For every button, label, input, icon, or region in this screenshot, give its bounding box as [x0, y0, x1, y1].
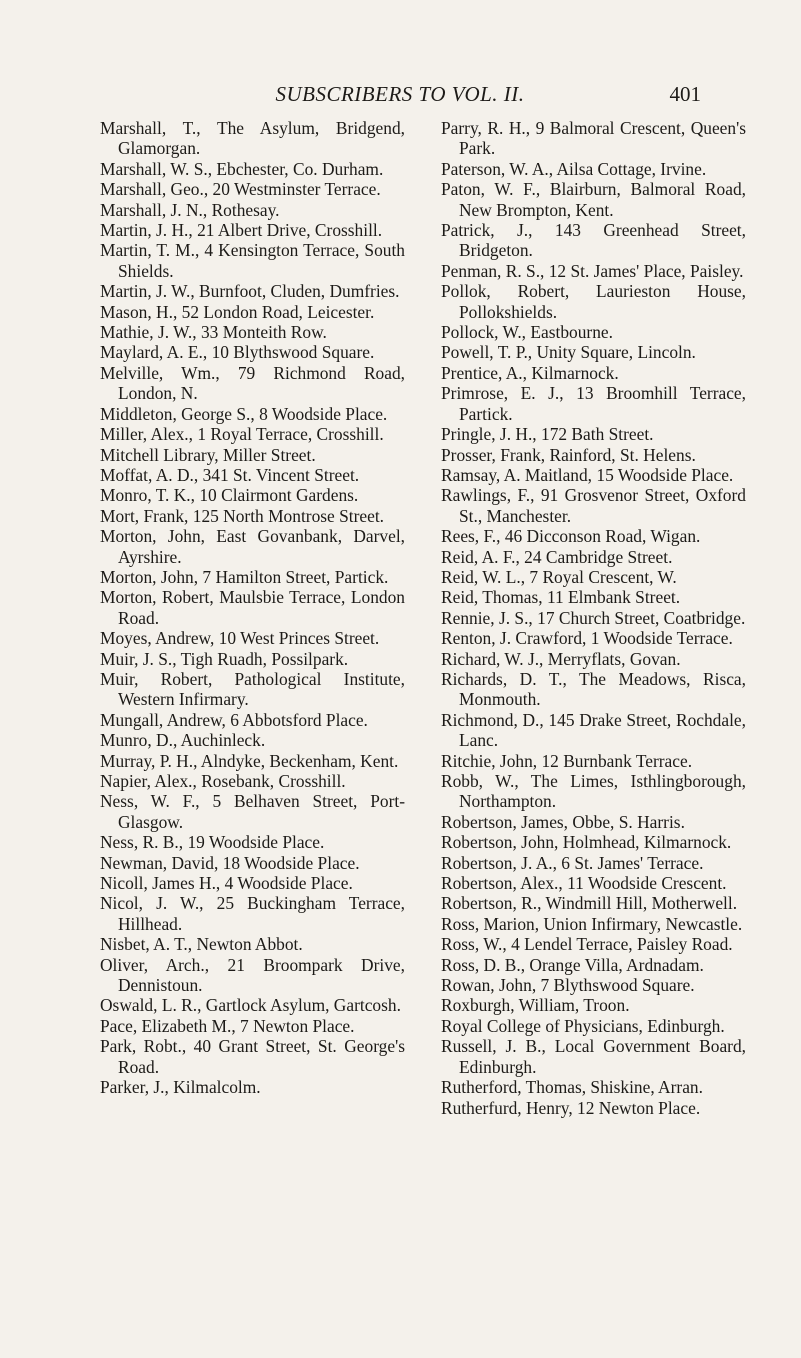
subscriber-entry: Rees, F., 46 Dicconson Road, Wigan. [441, 526, 701, 547]
subscriber-entry: Nisbet, A. T., Newton Abbot. [100, 934, 303, 955]
subscriber-entry: Ross, Marion, Union Infirmary, Newcastle. [441, 913, 743, 934]
subscriber-entry: Morton, John, 7 Hamilton Street, Partick. [100, 566, 389, 587]
subscriber-entry: Robertson, John, Holmhead, Kilmarnock. [441, 832, 732, 853]
subscriber-entry: Morton, John, East Govanbank, Darvel, Ayrshire. [100, 526, 405, 567]
subscriber-entry: Murray, P. H., Alndyke, Beckenham, Kent. [100, 750, 399, 771]
subscriber-entry: Moyes, Andrew, 10 West Princes Street. [100, 628, 380, 649]
subscriber-entry: Russell, J. B., Local Government Board, Edinburgh. [441, 1036, 746, 1077]
subscriber-entry: Rutherfurd, Henry, 12 Newton Place. [441, 1097, 701, 1118]
subscriber-entry: Pace, Elizabeth M., 7 Newton Place. [100, 1015, 355, 1036]
subscriber-entry: Prosser, Frank, Rainford, St. Helens. [441, 444, 696, 465]
subscriber-entry: Rennie, J. S., 17 Church Street, Coatbridge. [441, 607, 746, 628]
subscriber-entry: Oliver, Arch., 21 Broompark Drive, Dennistoun. [100, 954, 405, 996]
subscriber-entry: Powell, T. P., Unity Square, Lincoln. [441, 342, 696, 363]
page-number: 401 [669, 82, 701, 106]
subscriber-entry: Nicoll, James H., 4 Woodside Place. [100, 873, 353, 894]
subscriber-entry: Mitchell Library, Miller Street. [100, 444, 316, 465]
subscriber-entry: Robertson, James, Obbe, S. Harris. [441, 811, 685, 832]
subscriber-entry: Munro, D., Auchinleck. [100, 730, 266, 751]
subscriber-entry: Pollok, Robert, Laurieston House, Pollokshields. [441, 281, 746, 322]
subscriber-entry: Rawlings, F., 91 Grosvenor Street, Oxford St., Manchester. [441, 485, 746, 526]
subscriber-entry: Mason, H., 52 London Road, Leicester. [100, 301, 375, 322]
subscriber-entry: Penman, R. S., 12 St. James' Place, Paisley. [441, 260, 744, 281]
subscriber-entry: Marshall, W. S., Ebchester, Co. Durham. [100, 158, 384, 179]
subscriber-entry: Marshall, Geo., 20 Westminster Terrace. [100, 179, 381, 200]
subscriber-entry: Mungall, Andrew, 6 Abbotsford Place. [100, 709, 368, 730]
subscriber-entry: Muir, Robert, Pathological Institute, Western Infirmary. [100, 668, 405, 710]
subscriber-entry: Robertson, R., Windmill Hill, Motherwell. [441, 893, 738, 914]
subscriber-entry: Maylard, A. E., 10 Blythswood Square. [100, 342, 375, 363]
subscriber-entry: Oswald, L. R., Gartlock Asylum, Gartcosh. [100, 995, 401, 1016]
subscriber-entry: Ritchie, John, 12 Burnbank Terrace. [441, 750, 693, 771]
subscriber-entry: Paton, W. F., Blairburn, Balmoral Road, New Brompton, Kent. [441, 179, 746, 220]
subscriber-list-left-column [100, 118, 405, 1098]
subscriber-entry: Primrose, E. J., 13 Broomhill Terrace, Partick. [441, 383, 746, 424]
subscriber-entry: Ramsay, A. Maitland, 15 Woodside Place. [441, 464, 734, 485]
subscriber-entry: Martin, T. M., 4 Kensington Terrace, South Shields. [100, 240, 405, 281]
subscriber-entry: Robertson, Alex., 11 Woodside Crescent. [441, 873, 727, 894]
subscriber-entry: Martin, J. W., Burnfoot, Cluden, Dumfries. [100, 281, 400, 302]
subscriber-entry: Rowan, John, 7 Blythswood Square. [441, 975, 695, 996]
subscriber-entry: Royal College of Physicians, Edinburgh. [441, 1015, 725, 1036]
subscriber-entry: Miller, Alex., 1 Royal Terrace, Crosshill. [100, 424, 384, 445]
subscriber-entry: Ness, R. B., 19 Woodside Place. [100, 832, 325, 853]
subscriber-entry: Reid, W. L., 7 Royal Crescent, W. [441, 566, 677, 587]
subscriber-entry: Morton, Robert, Maulsbie Terrace, London Road. [100, 587, 405, 628]
subscriber-entry: Marshall, J. N., Rothesay. [100, 199, 280, 220]
subscriber-entry: Monro, T. K., 10 Clairmont Gardens. [100, 485, 359, 506]
subscriber-entry: Parker, J., Kilmalcolm. [100, 1077, 261, 1098]
subscriber-entry: Richmond, D., 145 Drake Street, Rochdale, Lanc. [441, 709, 746, 751]
subscriber-entry: Pollock, W., Eastbourne. [441, 322, 613, 343]
subscriber-entry: Reid, A. F., 24 Cambridge Street. [441, 546, 673, 567]
subscriber-entry: Muir, J. S., Tigh Ruadh, Possilpark. [100, 648, 349, 669]
subscriber-entry: Martin, J. H., 21 Albert Drive, Crosshill. [100, 220, 383, 241]
subscriber-entry: Nicol, J. W., 25 Buckingham Terrace, Hillhead. [100, 893, 405, 934]
subscriber-entry: Ness, W. F., 5 Belhaven Street, Port-Glasgow. [100, 791, 405, 832]
subscriber-entry: Middleton, George S., 8 Woodside Place. [100, 403, 388, 424]
subscriber-entry: Roxburgh, William, Troon. [441, 995, 630, 1016]
subscriber-entry: Paterson, W. A., Ailsa Cottage, Irvine. [441, 158, 707, 179]
subscriber-entry: Ross, W., 4 Lendel Terrace, Paisley Road. [441, 934, 733, 955]
subscriber-entry: Rutherford, Thomas, Shiskine, Arran. [441, 1077, 703, 1098]
subscriber-entry: Reid, Thomas, 11 Elmbank Street. [441, 587, 681, 608]
subscriber-entry: Robertson, J. A., 6 St. James' Terrace. [441, 852, 704, 873]
subscriber-entry: Robb, W., The Limes, Isthlingborough, Northampton. [441, 771, 746, 812]
subscriber-entry: Prentice, A., Kilmarnock. [441, 362, 619, 383]
subscriber-entry: Mathie, J. W., 33 Monteith Row. [100, 322, 327, 343]
subscriber-entry: Renton, J. Crawford, 1 Woodside Terrace. [441, 628, 733, 649]
running-head: SUBSCRIBERS TO VOL. II. [275, 82, 525, 106]
subscriber-entry: Mort, Frank, 125 North Montrose Street. [100, 505, 385, 526]
subscriber-entry: Ross, D. B., Orange Villa, Ardnadam. [441, 954, 704, 975]
subscriber-entry: Marshall, T., The Asylum, Bridgend, Glamorgan. [100, 118, 405, 159]
subscriber-entry: Richard, W. J., Merryflats, Govan. [441, 648, 681, 669]
subscriber-entry: Moffat, A. D., 341 St. Vincent Street. [100, 464, 360, 485]
subscriber-entry: Park, Robt., 40 Grant Street, St. George's Road. [100, 1036, 405, 1077]
subscriber-list-right-column [441, 118, 746, 1118]
subscriber-entry: Pringle, J. H., 172 Bath Street. [441, 424, 654, 445]
subscriber-entry: Parry, R. H., 9 Balmoral Crescent, Queen's Park. [441, 118, 746, 159]
subscriber-entry: Napier, Alex., Rosebank, Crosshill. [100, 771, 346, 791]
subscriber-entry: Richards, D. T., The Meadows, Risca, Monmouth. [441, 668, 746, 710]
subscriber-entry: Melville, Wm., 79 Richmond Road, London, N. [100, 362, 405, 404]
subscriber-entry: Newman, David, 18 Woodside Place. [100, 852, 360, 873]
subscriber-entry: Patrick, J., 143 Greenhead Street, Bridgeton. [441, 220, 746, 261]
